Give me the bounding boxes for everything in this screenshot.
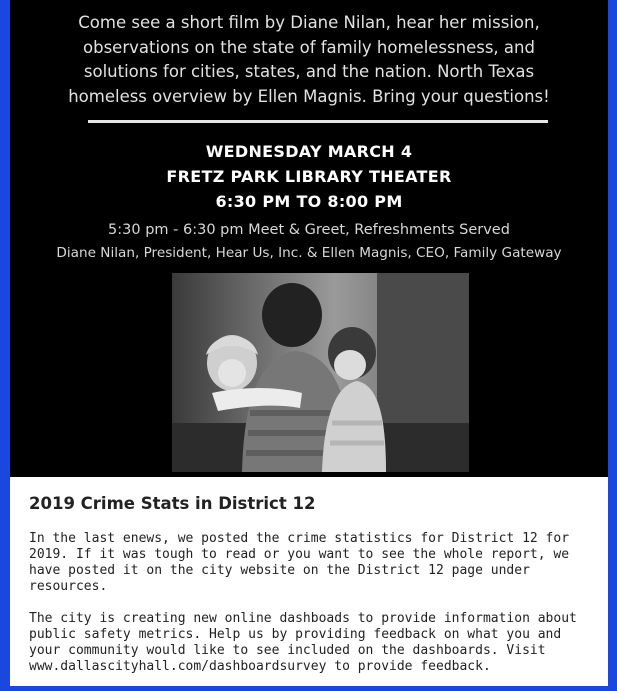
event-date: WEDNESDAY MARCH 4 bbox=[205, 142, 413, 161]
article-paragraph-1: In the last enews, we posted the crime statistics for District 12 for 2019. If it was tough to read or you want to see the whole report, we have posted it on the city website on the District 12 page under resources. bbox=[29, 531, 570, 594]
event-banner bbox=[10, 0, 608, 477]
family-photo bbox=[172, 273, 469, 472]
intro-line: Come see a short film by Diane Nilan, hear her mission, bbox=[78, 13, 540, 32]
intro-line: observations on the state of family homelessness, and bbox=[83, 37, 535, 57]
event-time: 6:30 PM TO 8:00 PM bbox=[215, 192, 403, 211]
article-section bbox=[29, 494, 594, 691]
event-venue: FRETZ PARK LIBRARY THEATER bbox=[166, 167, 452, 186]
newsletter-panel bbox=[10, 0, 608, 686]
article-title: 2019 Crime Stats in District 12 bbox=[29, 494, 316, 513]
divider bbox=[88, 120, 548, 123]
intro-line: homeless overview by Ellen Magnis. Bring your questions! bbox=[68, 87, 550, 107]
event-intro bbox=[10, 11, 608, 110]
family-hug-photo-icon bbox=[172, 273, 469, 472]
intro-line: solutions for cities, states, and the nation. North Texas bbox=[83, 62, 535, 82]
meet-greet-text: 5:30 pm - 6:30 pm Meet & Greet, Refreshments Served bbox=[108, 222, 510, 238]
speakers-text: Diane Nilan, President, Hear Us, Inc. & Ellen Magnis, CEO, Family Gateway bbox=[56, 245, 562, 261]
article-paragraph-2: The city is creating new online dashboads to provide information about public safety metrics. Help us by providing feedback on what you and your community would like to see included on the dashboards. Visit www.dallascityhall.com/dashboardsurvey to provide feedback. bbox=[29, 611, 577, 674]
